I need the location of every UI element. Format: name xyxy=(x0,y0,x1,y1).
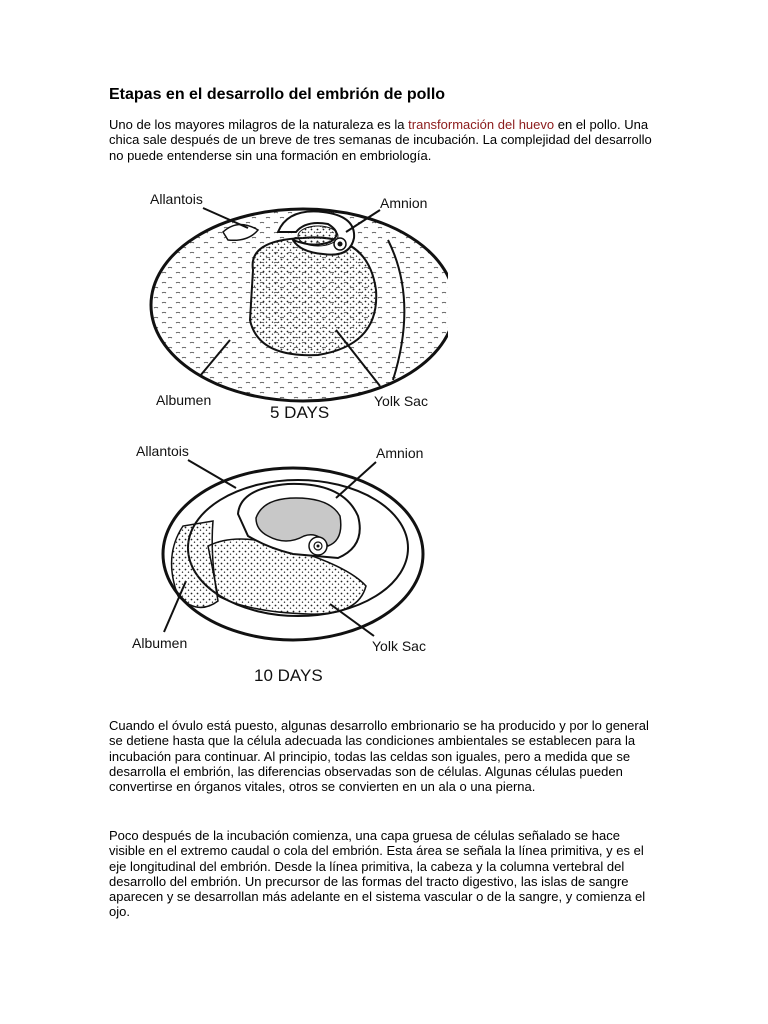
document-title: Etapas en el desarrollo del embrión de pollo xyxy=(109,86,446,103)
albumen-label-5: Albumen xyxy=(156,392,212,408)
intro-text-start: Uno de los mayores milagros de la naturaleza es la xyxy=(109,117,409,132)
caption-10-days: 10 DAYS xyxy=(254,666,323,685)
albumen-label-10: Albumen xyxy=(132,635,188,651)
egg-transformation-link[interactable]: transformación del huevo xyxy=(408,117,555,132)
caption-5-days: 5 DAYS xyxy=(270,403,330,422)
intro-paragraph xyxy=(109,117,657,163)
allantois-label-10: Allantois xyxy=(136,443,189,459)
allantois-label-5: Allantois xyxy=(150,191,203,207)
yolk-sac xyxy=(250,237,376,355)
body-paragraph-2: Cuando el óvulo está puesto, algunas desarrollo embrionario se ha producido y por lo general se detiene hasta que la célula adecuada las condiciones ambientales se establecen para la incubación para continuar. Al principio, todas las celdas son iguales, pero a medida que se desarrolla el embrión, las diferencias observadas son de células. Algunas células pueden convertirse en órganos vitales, otros se convierten en un ala o una pierna. xyxy=(109,718,649,795)
embryo-10-days-figure xyxy=(118,436,448,686)
amnion-label-5: Amnion xyxy=(380,195,428,211)
amnion-label-10: Amnion xyxy=(376,445,424,461)
yolk-sac-label-5: Yolk Sac xyxy=(374,393,428,409)
embryo-5-days-figure xyxy=(118,180,448,425)
body-paragraph-3: Poco después de la incubación comienza, una capa gruesa de células señalado se hace visible en el extremo caudal o cola del embrión. Esta área se señala la línea primitiva, y es el eje longitudinal del embrión. Desde la línea primitiva, la cabeza y la columna vertebral del desarrollo del embrión. Un precursor de las formas del tracto digestivo, las islas de sangre aparecen y se desarrollan más adelante en el sistema vascular o de la sangre, y comienza el ojo. xyxy=(109,828,646,920)
intro-text-end: en el pollo. Una chica sale después de un breve de tres semanas de incubación. La complejidad del desarrollo no puede entenderse sin una formación en embriología. xyxy=(109,117,652,163)
yolk-sac-label-10: Yolk Sac xyxy=(372,638,426,654)
